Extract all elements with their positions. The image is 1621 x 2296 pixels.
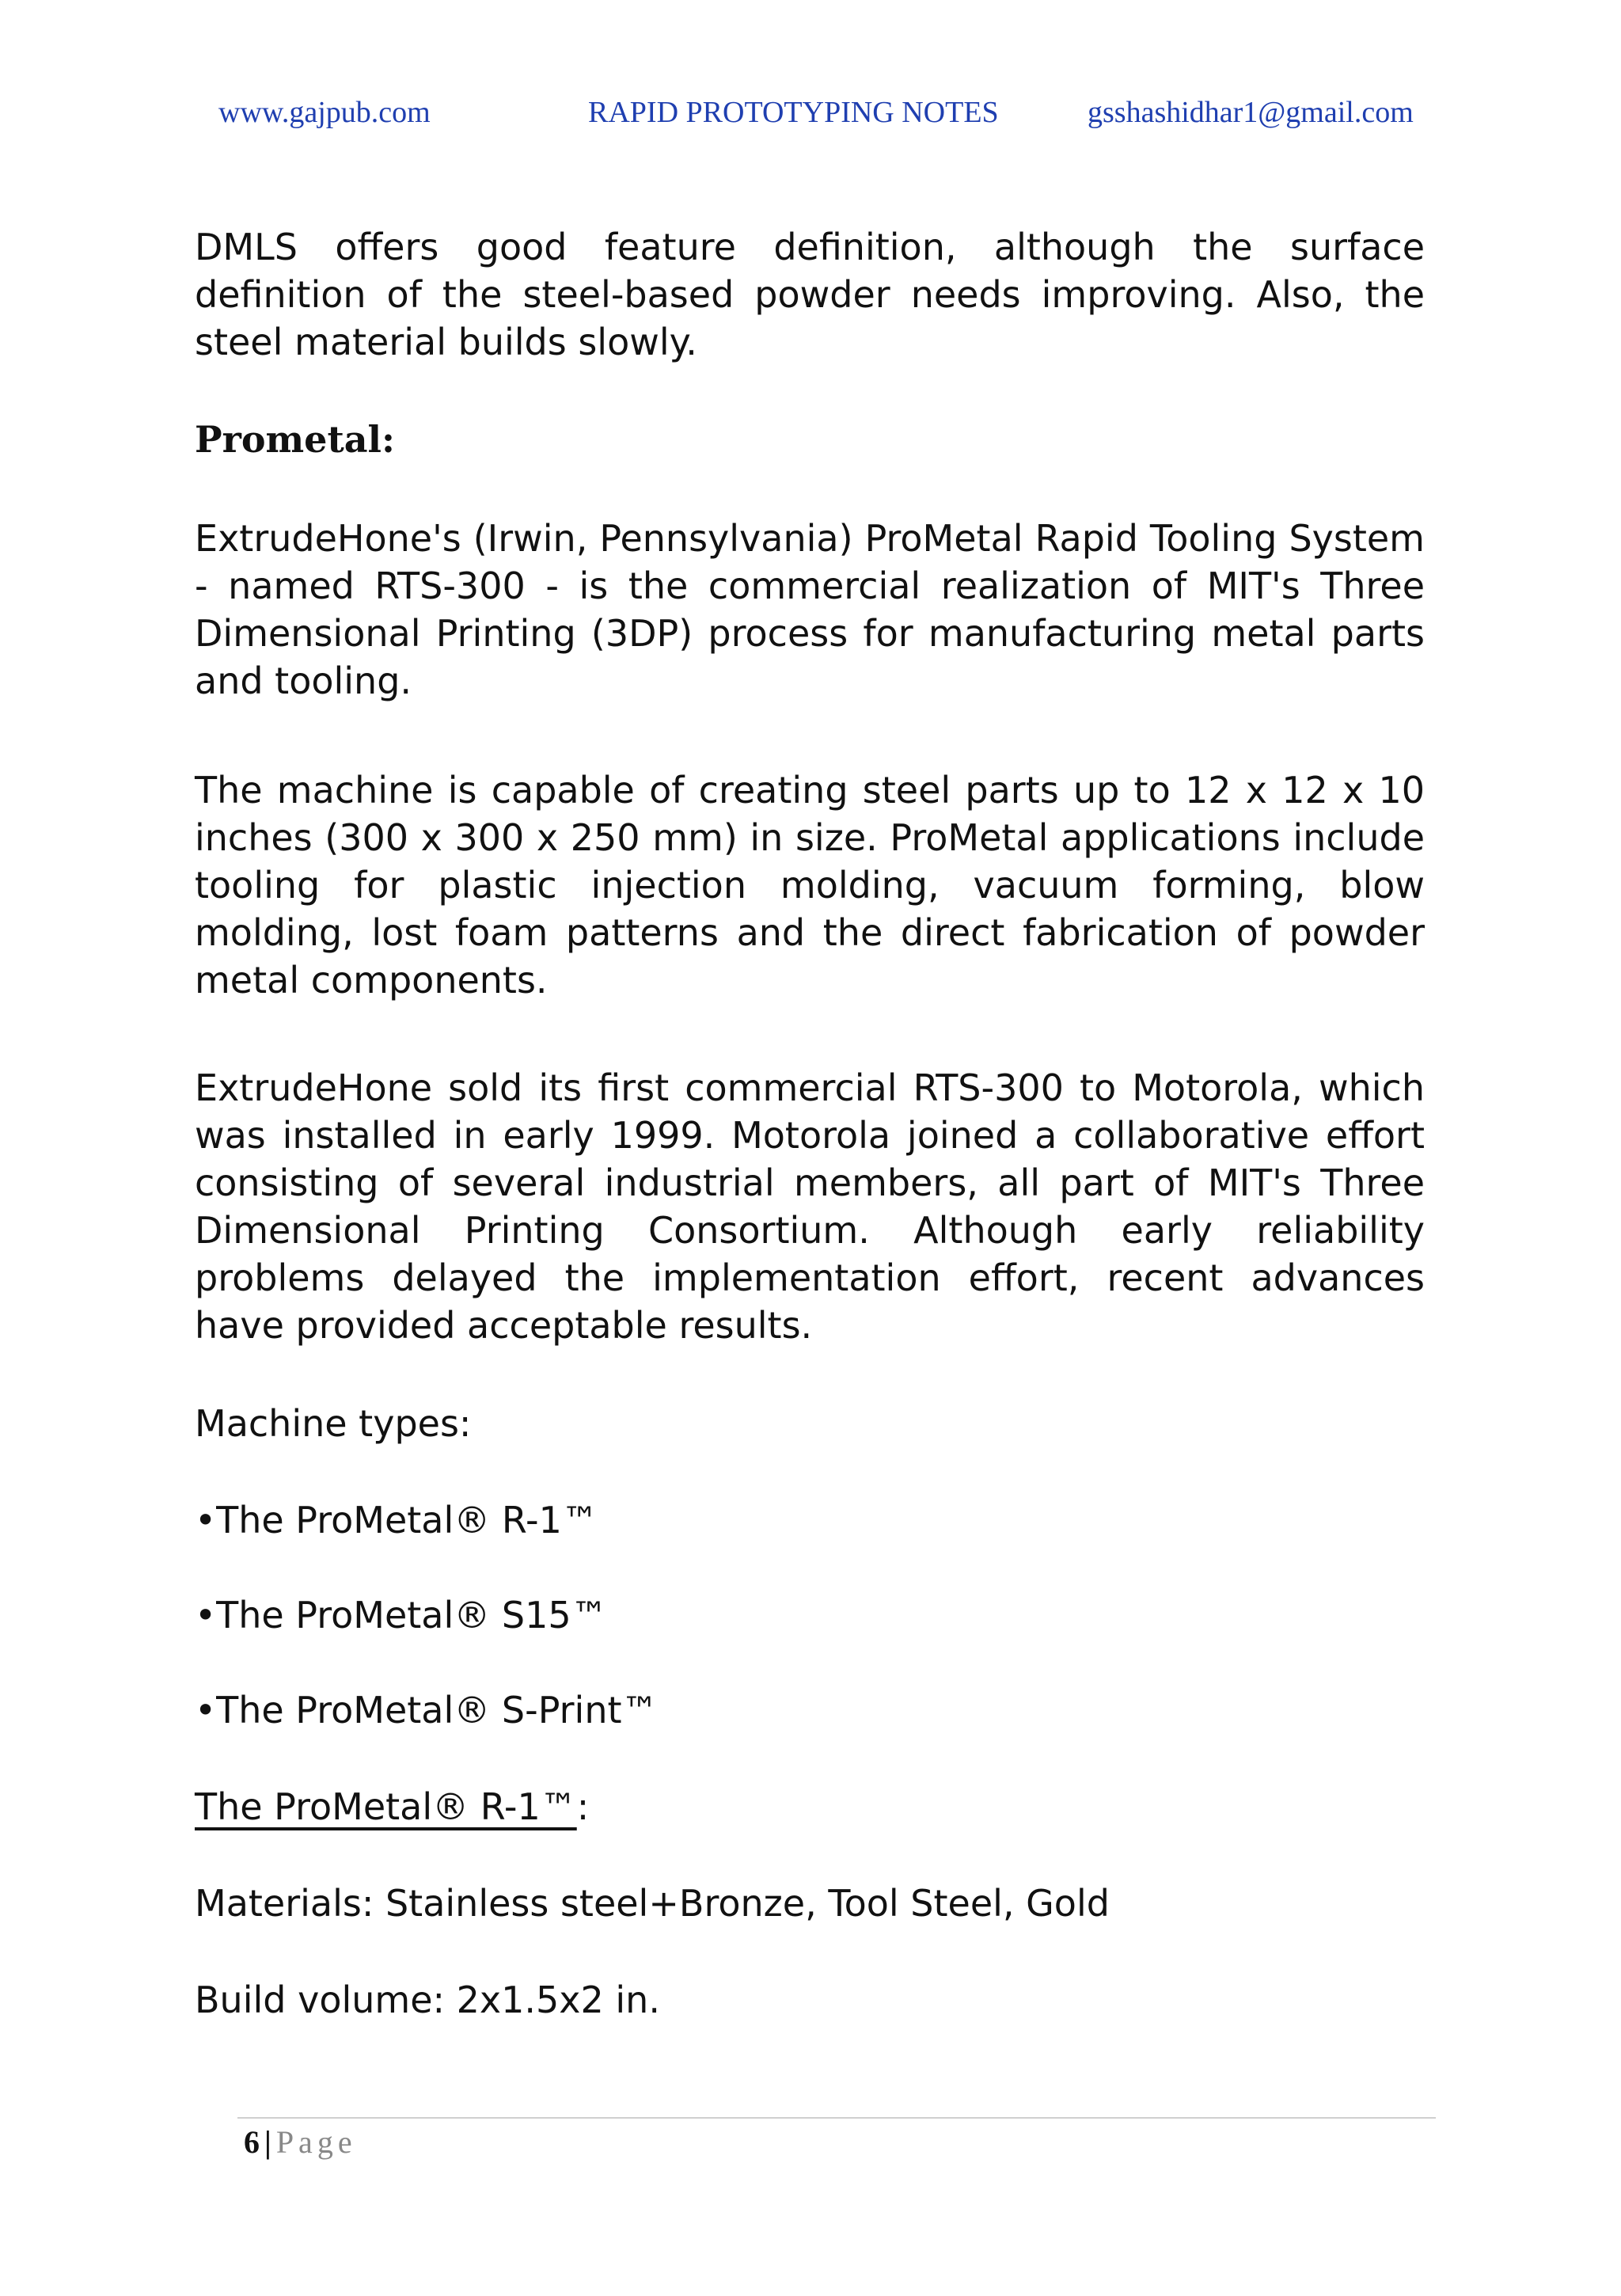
- paragraph-extrudehone-rts: ExtrudeHone's (Irwin, Pennsylvania) ProMetal Rapid Tooling System - named RTS-300 - is the commercial realization of MIT's Three Dimensional Printing (3DP) process for manufacturing metal parts and tooling.: [195, 517, 1425, 702]
- bullet-item-sprint: •The ProMetal® S-Print™: [195, 1689, 659, 1732]
- paragraph-motorola: ExtrudeHone sold its first commercial RTS-300 to Motorola, which was installed in early 1999. Motorola joined a collaborative effort consisting of several industrial members, all part of MIT's Three Dimensional Printing Consortium. Although early reliability problems delayed the implementation effort, recent advances have provided acceptable results.: [195, 1066, 1425, 1347]
- footer-separator: |: [264, 2124, 271, 2160]
- build-volume-line: Build volume: 2x1.5x2 in.: [195, 1979, 660, 2021]
- bullet-item-r1: •The ProMetal® R-1™: [195, 1499, 598, 1541]
- machine-types-label: Machine types:: [195, 1402, 472, 1445]
- page-number: 6: [244, 2124, 260, 2160]
- header-title: RAPID PROTOTYPING NOTES: [588, 96, 999, 129]
- header-email: gsshashidhar1@gmail.com: [1088, 96, 1414, 129]
- subsection-title: The ProMetal® R-1™: [195, 1785, 577, 1828]
- materials-line: Materials: Stainless steel+Bronze, Tool Steel, Gold: [195, 1882, 1110, 1925]
- footer-divider: [237, 2117, 1436, 2119]
- page-footer: [244, 2123, 357, 2161]
- subsection-heading-r1: [195, 1783, 1425, 1830]
- header-website: www.gajpub.com: [218, 96, 431, 129]
- section-heading-prometal: Prometal:: [195, 418, 395, 461]
- bullet-item-s15: •The ProMetal® S15™: [195, 1594, 608, 1636]
- paragraph-machine-capability: The machine is capable of creating steel parts up to 12 x 12 x 10 inches (300 x 300 x 250 mm) in size. ProMetal applications include tooling for plastic injection molding, vacuum forming, blow molding, lost foam patterns and the direct fabrication of powder metal components.: [195, 769, 1425, 1002]
- subsection-colon: :: [576, 1785, 590, 1828]
- page-label: Page: [275, 2124, 357, 2160]
- page-header: [0, 95, 1621, 143]
- paragraph-dmls: DMLS offers good feature definition, although the surface definition of the steel-based powder needs improving. Also, the steel material builds slowly.: [195, 226, 1425, 363]
